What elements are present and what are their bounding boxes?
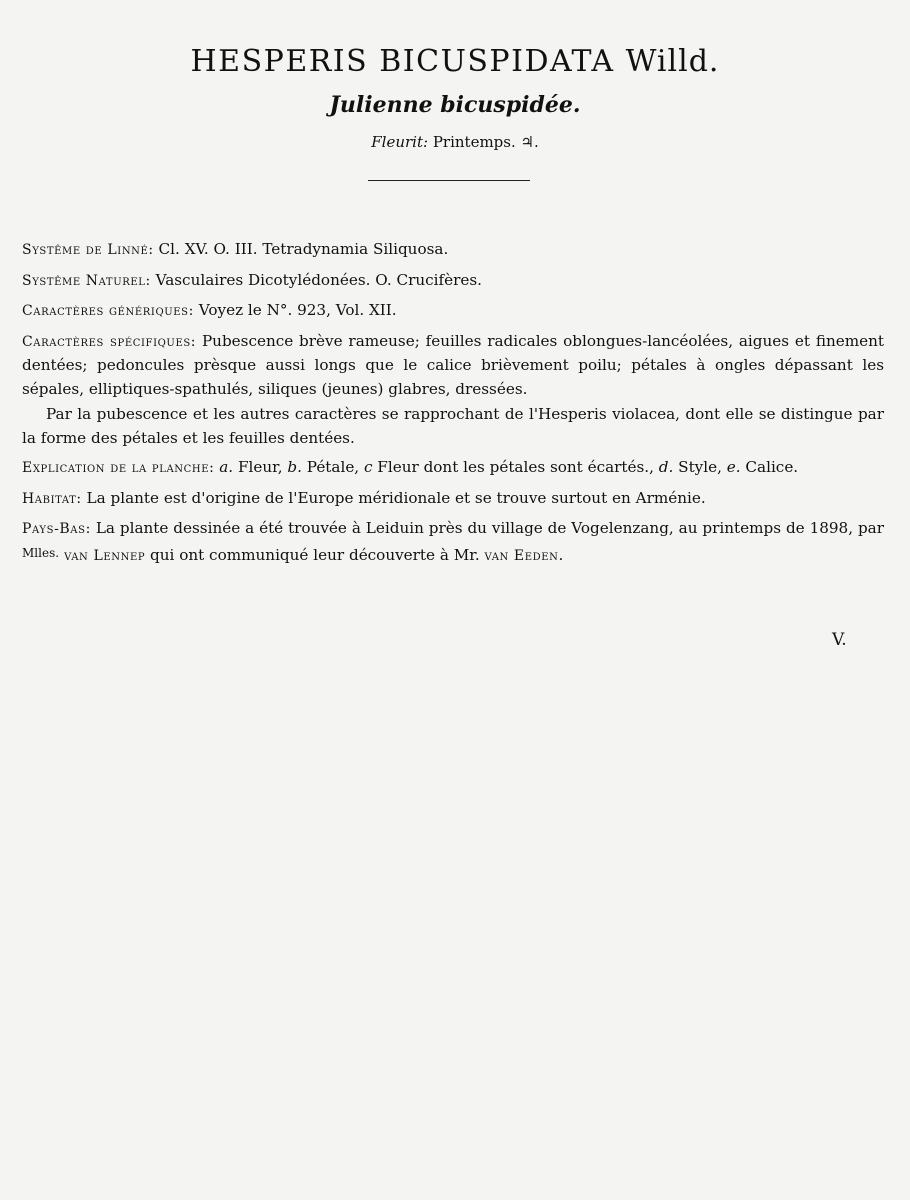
pays-bas-paragraph: [22, 517, 884, 568]
fig-e: e.: [726, 458, 741, 476]
description-body: [22, 238, 884, 574]
fig-b: b.: [287, 458, 302, 476]
pays-bas-label: Pays-Bas:: [22, 521, 91, 537]
fig-c: c: [363, 458, 373, 476]
generiques-text: Voyez le N°. 923, Vol. XII.: [193, 301, 397, 319]
fig-a-text: Fleur,: [233, 458, 288, 476]
habitat-label: Habitat:: [22, 490, 82, 507]
common-name: Julienne bicuspidée.: [329, 92, 581, 118]
divider-rule: [368, 180, 530, 181]
author-abbrev: Willd.: [625, 44, 720, 79]
generiques-label: Caractères génériques:: [22, 303, 194, 319]
mlles-abbrev: Mlles.: [22, 545, 60, 560]
naturel-text: Vasculaires Dicotylédonées. O. Crucifères.: [150, 270, 482, 289]
habitat-paragraph: [22, 487, 884, 512]
van-lennep-name: van Lennep: [59, 547, 146, 564]
van-eeden-name: van Eeden: [484, 547, 559, 564]
fig-c-text: Fleur dont les pétales sont écartés.,: [372, 458, 659, 476]
fig-d: d.: [658, 458, 674, 476]
signature-initial: V.: [832, 630, 847, 650]
pays-bas-end: .: [558, 545, 564, 564]
fleurit-value: Printemps. ♃.: [432, 133, 539, 151]
specifiques-paragraph: [22, 330, 884, 402]
fig-d-text: Style,: [673, 458, 727, 476]
fig-a: a.: [219, 458, 234, 476]
pays-bas-text: La plante dessinée a été trouvée à Leiduin près du village de Vogelenzang, au printemps de 1898, par: [90, 519, 884, 537]
flowering-line: [0, 133, 910, 151]
generiques-paragraph: [22, 299, 884, 324]
naturel-paragraph: [22, 269, 884, 294]
linne-paragraph: [22, 238, 884, 263]
fig-b-text: Pétale,: [301, 458, 364, 476]
fleurit-label: Fleurit:: [371, 133, 429, 151]
specifiques-text: Pubescence brève rameuse; feuilles radicales oblongues-lancéolées, aigues et finement dentées; pedoncules prèsque aussi longs que le calice brièvement poilu; pétales à ongles dépassant les sépales, elliptiques-spathulés, siliques (jeunes) glabres, dressées.: [22, 331, 884, 398]
pubescence-paragraph: Par la pubescence et les autres caractères se rapprochant de l'Hesperis violacea, dont elle se distingue par la forme des pétales et les feuilles dentées.: [22, 405, 884, 447]
specifiques-label: Caractères spécifiques:: [22, 333, 197, 350]
pays-bas-text-2: qui ont communiqué leur découverte à Mr.: [145, 545, 485, 564]
linne-label: Systême de Linné:: [22, 242, 154, 258]
explication-label: Explication de la planche:: [22, 460, 215, 476]
naturel-label: Systême Naturel:: [22, 272, 151, 289]
habitat-text: La plante est d'origine de l'Europe méridionale et se trouve surtout en Arménie.: [81, 488, 706, 507]
fig-e-text: Calice.: [740, 458, 799, 476]
species-name: HESPERIS BICUSPIDATA: [190, 44, 615, 79]
explication-paragraph: [22, 456, 884, 481]
linne-text: Cl. XV. O. III. Tetradynamia Siliquosa.: [153, 240, 449, 258]
page-title: [0, 44, 910, 79]
